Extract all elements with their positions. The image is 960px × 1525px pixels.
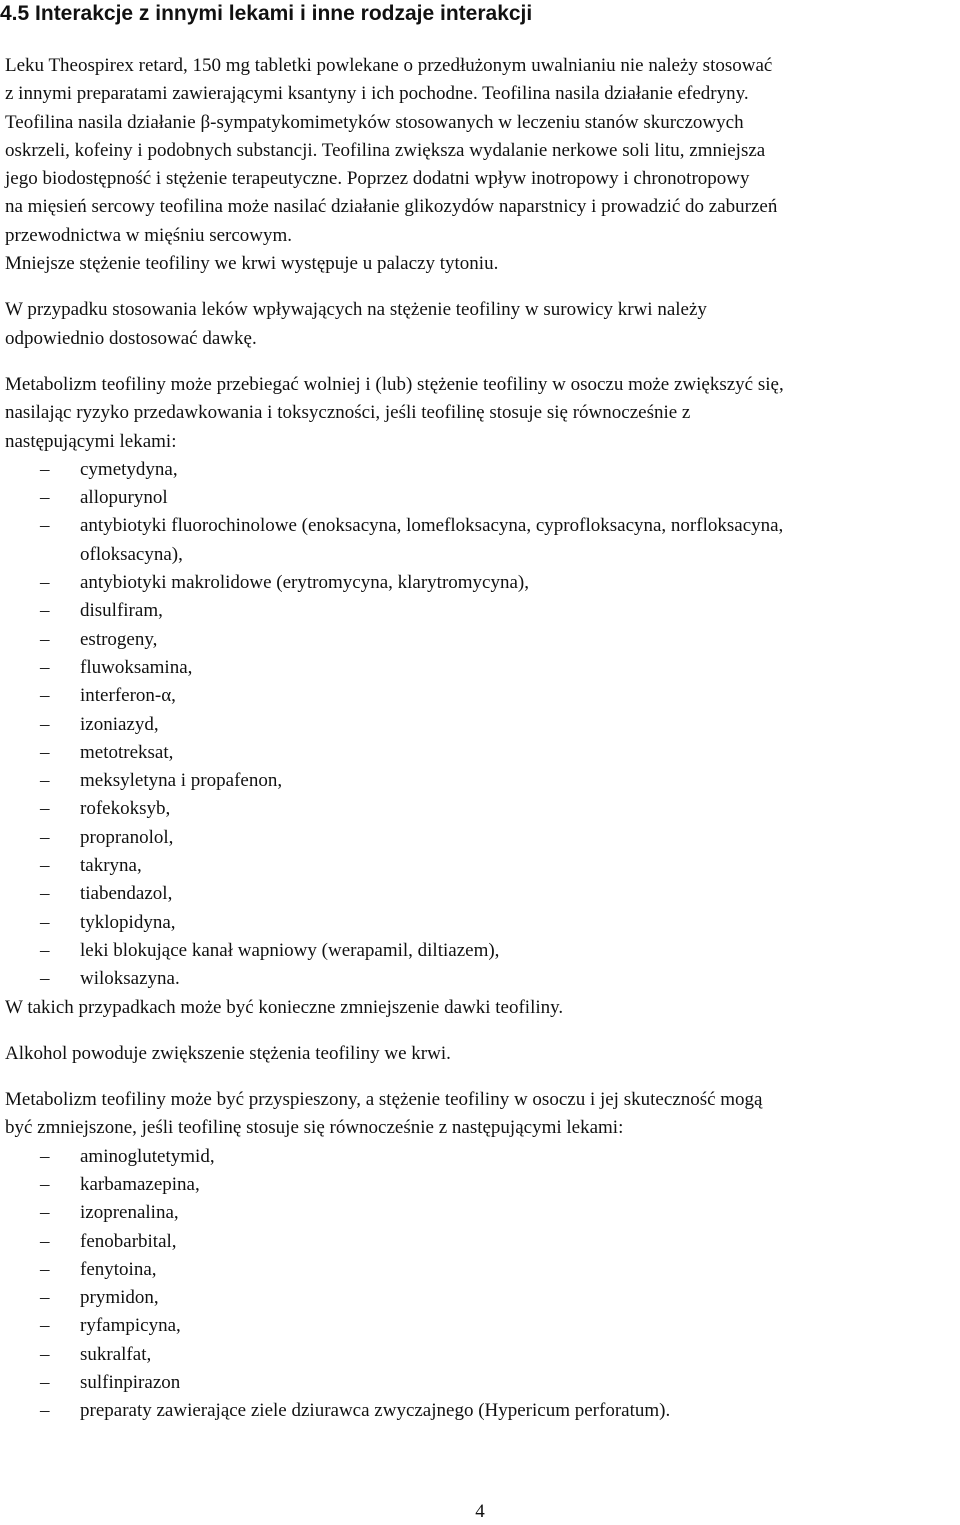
text-line: być zmniejszone, jeśli teofilinę stosuje się równocześnie z następującymi lekami: (5, 1117, 624, 1139)
dash-bullet: – (40, 911, 50, 933)
list-item-text: izoprenalina, (80, 1202, 179, 1224)
dash-bullet: – (40, 855, 50, 877)
dash-bullet: – (40, 1258, 50, 1280)
section-content (5, 52, 955, 1426)
text-line: Alkohol powoduje zwiększenie stężenia teofiliny we krwi. (5, 1042, 451, 1064)
list-item (5, 1284, 955, 1312)
list-item-text: ofloksacyna), (80, 543, 183, 565)
dash-bullet: – (40, 1230, 50, 1252)
text-line: nasilając ryzyko przedawkowania i toksyczności, jeśli teofilinę stosuje się równocześnie z (5, 402, 691, 424)
dash-bullet: – (40, 1372, 50, 1394)
list-item (5, 1369, 955, 1397)
list-item (5, 1256, 955, 1284)
list-item-text: allopurynol (80, 487, 168, 509)
list-item-text: fluwoksamina, (80, 656, 193, 678)
list-item (5, 965, 955, 993)
list-item-text: fenytoina, (80, 1258, 157, 1280)
text-line: Teofilina nasila działanie β-sympatykomimetyków stosowanych w leczeniu stanów skurczowych (5, 111, 744, 133)
list-item (5, 880, 955, 908)
list-item (5, 852, 955, 880)
list-item (5, 569, 955, 597)
dash-bullet: – (40, 1315, 50, 1337)
list-item (5, 711, 955, 739)
text-line: Leku Theospirex retard, 150 mg tabletki powlekane o przedłużonym uwalnianiu nie należy stosować (5, 55, 773, 76)
list-item-text: wiloksazyna. (80, 968, 180, 990)
list-item-text: karbamazepina, (80, 1173, 200, 1195)
list-item-text: tyklopidyna, (80, 911, 176, 933)
list-item-text: aminoglutetymid, (80, 1145, 215, 1167)
dash-bullet: – (40, 1287, 50, 1309)
page-number: 4 (475, 1501, 485, 1522)
text-line: oskrzeli, kofeiny i podobnych substancji. Teofilina zwiększa wydalanie nerkowe soli litu, zmniejsza (5, 139, 766, 161)
list-item-text: ryfampicyna, (80, 1315, 181, 1337)
list-item (5, 597, 955, 625)
list-item-text: sukralfat, (80, 1343, 152, 1365)
list-item (5, 484, 955, 512)
list-item (5, 682, 955, 710)
list-item (5, 1312, 955, 1340)
list-item-text: takryna, (80, 855, 142, 877)
list-item (5, 795, 955, 823)
dash-bullet: – (40, 656, 50, 678)
list-item-text: estrogeny, (80, 628, 158, 650)
list-item (5, 1341, 955, 1369)
paragraph-faster-metabolism (5, 1086, 955, 1426)
dash-bullet: – (40, 515, 50, 537)
text-line: Metabolizm teofiliny może przebiegać wolniej i (lub) stężenie teofiliny w osoczu może zwiększyć się, (5, 373, 784, 395)
list-item (5, 824, 955, 852)
dash-bullet: – (40, 458, 50, 480)
dash-bullet: – (40, 1400, 50, 1422)
paragraph-dose-adjustment (5, 296, 955, 353)
dash-bullet: – (40, 1202, 50, 1224)
list-item-text: sulfinpirazon (80, 1372, 181, 1394)
text-line: następującymi lekami: (5, 430, 177, 452)
list-item-text: tiabendazol, (80, 883, 173, 905)
list-item-text: propranolol, (80, 826, 174, 848)
list-item (5, 739, 955, 767)
text-line: odpowiednio dostosować dawkę. (5, 327, 257, 349)
text-line: na mięsień sercowy teofilina może nasilać działanie glikozydów naparstnicy i prowadzić do zaburzeń (5, 196, 778, 218)
paragraph-alcohol (5, 1040, 955, 1068)
list-item (5, 1397, 955, 1425)
text-line: W przypadku stosowania leków wpływających na stężenie teofiliny w surowicy krwi należy (5, 299, 707, 321)
text-line: Metabolizm teofiliny może być przyspieszony, a stężenie teofiliny w osoczu i jej skuteczność mogą (5, 1089, 763, 1111)
list-item (5, 767, 955, 795)
section-heading: 4.5 Interakcje z innymi lekami i inne rodzaje interakcji (0, 2, 533, 25)
dash-bullet: – (40, 968, 50, 990)
dash-bullet: – (40, 939, 50, 961)
dash-bullet: – (40, 798, 50, 820)
dash-bullet: – (40, 685, 50, 707)
list-item-text: prymidon, (80, 1287, 159, 1309)
dash-bullet: – (40, 572, 50, 594)
dash-bullet: – (40, 883, 50, 905)
list-item-text: meksyletyna i propafenon, (80, 770, 283, 792)
list-item-text: antybiotyki makrolidowe (erytromycyna, klarytromycyna), (80, 572, 530, 594)
list-item-text: metotreksat, (80, 741, 174, 763)
list-item (5, 456, 955, 484)
drug-list-slower-metabolism (5, 456, 955, 994)
dash-bullet: – (40, 628, 50, 650)
list-item-continuation (5, 541, 955, 569)
list-item (5, 1171, 955, 1199)
dash-bullet: – (40, 770, 50, 792)
list-item (5, 1199, 955, 1227)
dash-bullet: – (40, 826, 50, 848)
list-item (5, 654, 955, 682)
list-item-text: fenobarbital, (80, 1230, 177, 1252)
list-item-text: leki blokujące kanał wapniowy (werapamil, diltiazem), (80, 939, 500, 961)
dash-bullet: – (40, 487, 50, 509)
list-item-text: cymetydyna, (80, 458, 178, 480)
text-line: Mniejsze stężenie teofiliny we krwi występuje u palaczy tytoniu. (5, 253, 499, 275)
list-item (5, 626, 955, 654)
list-item (5, 1143, 955, 1171)
dash-bullet: – (40, 741, 50, 763)
list-item (5, 1228, 955, 1256)
text-line: przewodnictwa w mięśniu sercowym. (5, 224, 293, 246)
dash-bullet: – (40, 600, 50, 622)
list-item (5, 937, 955, 965)
text-line: W takich przypadkach może być konieczne zmniejszenie dawki teofiliny. (5, 996, 564, 1018)
list-item-text: rofekoksyb, (80, 798, 171, 820)
dash-bullet: – (40, 1145, 50, 1167)
list-item-text: disulfiram, (80, 600, 163, 622)
list-item (5, 512, 955, 540)
drug-list-faster-metabolism (5, 1143, 955, 1426)
list-item-text: izoniazyd, (80, 713, 159, 735)
paragraph-slower-metabolism (5, 371, 955, 1022)
dash-bullet: – (40, 1343, 50, 1365)
text-line: jego biodostępność i stężenie terapeutyczne. Poprzez dodatni wpływ inotropowy i chronotropowy (5, 168, 750, 190)
text-line: z innymi preparatami zawierającymi ksantyny i ich pochodne. Teofilina nasila działanie efedryny. (5, 83, 749, 105)
dash-bullet: – (40, 1173, 50, 1195)
list-item-text: antybiotyki fluorochinolowe (enoksacyna, lomefloksacyna, cyprofloksacyna, norfloksacyna, (80, 515, 784, 537)
list-item (5, 909, 955, 937)
dash-bullet: – (40, 713, 50, 735)
paragraph-interactions-overview (5, 52, 955, 278)
list-item-text: interferon-α, (80, 685, 176, 707)
list-item-text: preparaty zawierające ziele dziurawca zwyczajnego (Hypericum perforatum). (80, 1400, 671, 1422)
